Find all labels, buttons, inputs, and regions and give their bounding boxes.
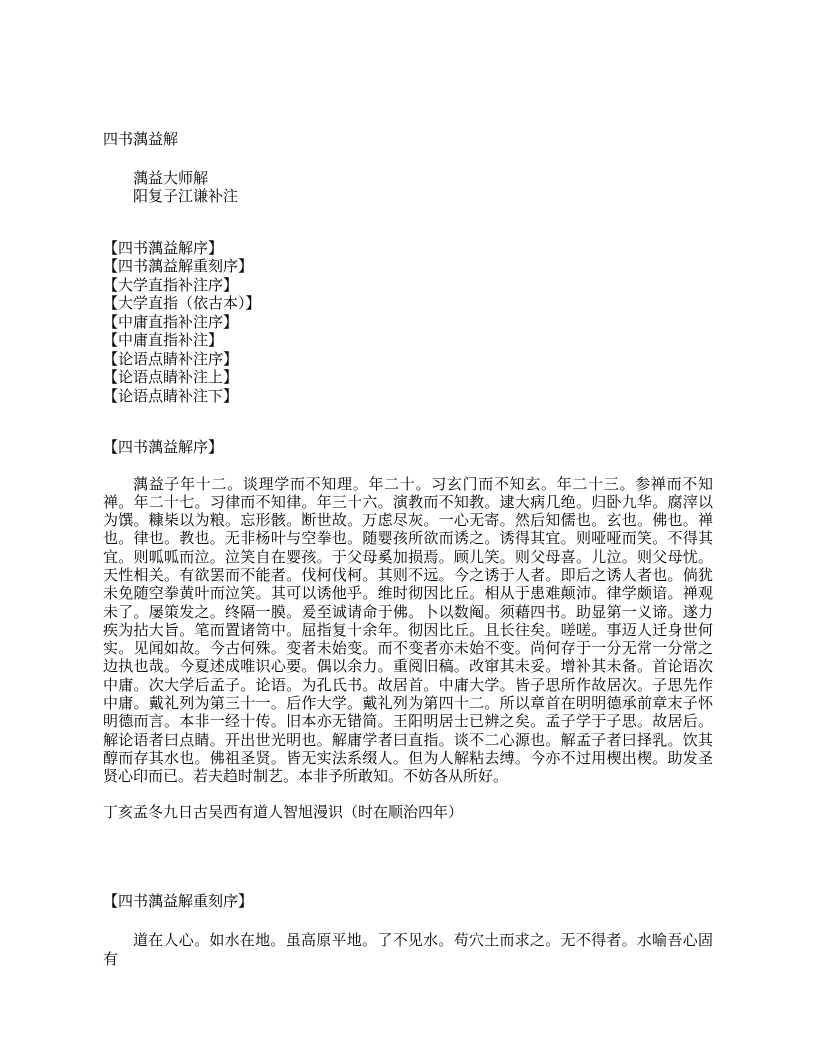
toc-item: 【四书蕅益解序】 [103,240,224,257]
section-heading-reprint: 【四书蕅益解重刻序】 [103,893,254,910]
toc-item: 【大学直指补注序】 [103,277,239,294]
author-line: 蕅益大师解 [133,170,209,187]
preface-body: 蕅益子年十二。谈理学而不知理。年二十。习玄门而不知玄。年二十三。参禅而不知禅。年二十七。习律而不知律。年三十六。演教而不知教。逮大病几绝。归卧九华。腐滓以为馔。糠枈以为粮。忘形骸。断世故。万虑尽灰。一心无寄。然后知儒也。玄也。佛也。禅也。律也。教也。无非杨叶与空拳也。随婴孩所欲而诱之。诱得其宜。则哑哑而笑。不得其宜。则呱呱而泣。泣笑自在婴孩。于父母奚加损焉。顾儿笑。则父母喜。儿泣。则父母忧。天性相关。有欲罢而不能者。伐柯伐柯。其则不远。今之诱于人者。即后之诱人者也。倘犹未免随空拳黄叶而泣笑。其可以诱他乎。维时彻因比丘。相从于患难颠沛。律学颇谙。禅观未了。屡策发之。终隔一膜。爰至诚请命于佛。卜以数阄。须藉四书。助显第一义谛。遂力疾为拈大旨。笔而置诸笥中。屈指复十余年。彻因比丘。且长往矣。嗟嗟。事迈人迁身世何实。见闻如故。今古何殊。变者未始变。而不变者亦未始不变。尚何存于一分无常一分常之边执也哉。今夏述成唯识心要。偶以余力。重阅旧稿。改窜其未妥。增补其未备。首论语次中庸。次大学后孟子。论语。为孔氏书。故居首。中庸大学。皆子思所作故居次。子思先作中庸。戴礼列为第三十一。后作大学。戴礼列为第四十二。所以章首在明明德承前章末子怀明德而言。本非一经十传。旧本亦无错简。王阳明居士已辨之矣。孟子学于子思。故居后。解论语者曰点睛。开出世光明也。解庸学者曰直指。谈不二心源也。解孟子者曰择乳。饮其醇而存其水也。佛祖圣贤。皆无实法系缀人。但为人解粘去缚。今亦不过用楔出楔。助发圣贤心印而已。若夫趋时制艺。本非予所敢知。不妨各从所好。 [103,476,713,786]
signature-line: 丁亥孟冬九日古吴西有道人智旭漫识（时在顺治四年） [103,804,464,821]
byline [103,170,713,207]
toc-item: 【论语点睛补注下】 [103,388,239,405]
annotator-line: 阳复子江谦补注 [133,189,239,205]
section-heading-preface: 【四书蕅益解序】 [103,440,224,456]
toc-item: 【论语点睛补注序】 [103,351,239,368]
toc-item: 【中庸直指补注序】 [103,314,239,331]
toc-item: 【四书蕅益解重刻序】 [103,259,254,275]
document-title: 四书蕅益解 [103,132,179,148]
toc-item: 【论语点睛补注上】 [103,370,239,386]
table-of-contents [103,240,713,407]
toc-item: 【中庸直指补注】 [103,333,224,349]
reprint-body: 道在人心。如水在地。虽高原平地。了不见水。苟穴土而求之。无不得者。水喻吾心固有 [103,933,713,968]
toc-item: 【大学直指（依古本）】 [103,296,261,312]
